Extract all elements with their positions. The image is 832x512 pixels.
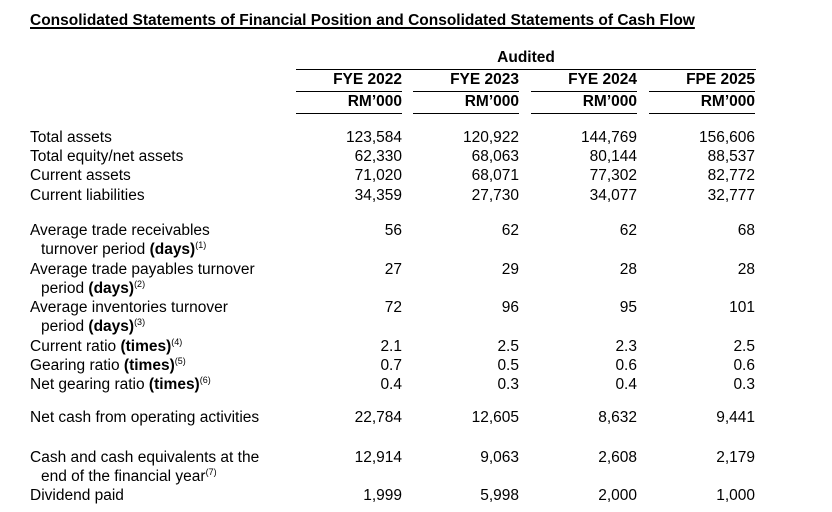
column-unit-rule	[413, 113, 519, 114]
table-cell-value: 1,999	[363, 487, 402, 504]
column-header-rule	[649, 91, 755, 92]
table-cell-value: 12,914	[354, 449, 402, 466]
column-unit-rule	[296, 113, 402, 114]
table-cell-value: 29	[501, 261, 519, 278]
row-label	[30, 128, 112, 147]
row-label-text: Current assets	[30, 167, 131, 184]
row-label-text: Net cash from operating activities	[30, 409, 260, 426]
column-unit-header: RM’000	[700, 93, 755, 110]
row-label-continuation: turnover period (days)$^{(1)}$	[41, 240, 207, 258]
row-unit: (days)	[88, 318, 135, 335]
footnote-marker: (2)	[134, 279, 146, 289]
table-cell-value: 2.5	[733, 338, 755, 355]
column-unit-header: RM’000	[347, 93, 402, 110]
row-label-text: Average inventories turnover	[30, 299, 228, 316]
table-cell-value: 2.1	[380, 338, 402, 355]
column-header-rule	[296, 91, 402, 92]
table-cell-value: 27	[384, 261, 402, 278]
column-header-rule	[531, 91, 637, 92]
table-cell-value: 28	[737, 261, 755, 278]
table-cell-value: 123,584	[345, 129, 402, 146]
table-cell-value: 28	[619, 261, 637, 278]
footnote-marker: (6)	[199, 375, 211, 385]
table-cell-value: 96	[501, 299, 519, 316]
row-label-continuation: period (days)$^{(2)}$	[41, 279, 146, 297]
table-cell-value: 80,144	[589, 148, 637, 165]
row-label-text: Dividend paid	[30, 487, 124, 504]
footnote-marker: (4)	[171, 337, 183, 347]
table-cell-value: 9,441	[716, 409, 755, 426]
table-cell-value: 1,000	[716, 487, 755, 504]
table-cell-value: 2,608	[598, 449, 637, 466]
table-cell-value: 0.6	[733, 357, 755, 374]
row-label-text: Gearing ratio	[30, 357, 124, 374]
column-period-header: FYE 2023	[450, 71, 519, 88]
row-label	[30, 486, 124, 505]
footnote-marker: (7)	[205, 467, 217, 477]
table-cell-value: 27,730	[471, 187, 519, 204]
column-header-rule	[413, 91, 519, 92]
table-cell-value: 22,784	[354, 409, 402, 426]
row-label	[30, 166, 131, 185]
table-cell-value: 156,606	[698, 129, 755, 146]
column-period-header: FYE 2024	[568, 71, 637, 88]
table-cell-value: 0.5	[497, 357, 519, 374]
column-period-header: FYE 2022	[333, 71, 402, 88]
column-unit-rule	[649, 113, 755, 114]
table-cell-value: 2,179	[716, 449, 755, 466]
table-cell-value: 0.6	[615, 357, 637, 374]
table-cell-value: 120,922	[462, 129, 519, 146]
table-cell-value: 9,063	[480, 449, 519, 466]
row-label-text: Current ratio	[30, 338, 121, 355]
table-cell-value: 8,632	[598, 409, 637, 426]
table-cell-value: 0.4	[380, 376, 402, 393]
row-label	[30, 260, 255, 298]
row-label	[30, 448, 259, 486]
table-cell-value: 68,063	[471, 148, 519, 165]
column-unit-rule	[531, 113, 637, 114]
row-label	[30, 186, 145, 205]
row-unit: (times)	[148, 376, 200, 393]
row-label-text: Net gearing ratio	[30, 376, 149, 393]
audited-span-rule	[296, 69, 756, 70]
document-title: Consolidated Statements of Financial Position and Consolidated Statements of Cash Flow	[30, 12, 695, 29]
column-period-header: FPE 2025	[686, 71, 755, 88]
table-cell-value: 12,605	[471, 409, 519, 426]
row-label-text: Current liabilities	[30, 187, 145, 204]
table-cell-value: 34,359	[354, 187, 402, 204]
table-cell-value: 62,330	[354, 148, 402, 165]
footnote-marker: (1)	[195, 240, 207, 250]
table-cell-value: 0.7	[380, 357, 402, 374]
row-label-text: Cash and cash equivalents at the	[30, 449, 260, 466]
row-label-text: Average trade payables turnover	[30, 261, 255, 278]
table-cell-value: 56	[384, 222, 402, 239]
table-cell-value: 88,537	[707, 148, 755, 165]
column-unit-header: RM’000	[464, 93, 519, 110]
row-unit: (days)	[149, 241, 196, 258]
table-cell-value: 0.3	[497, 376, 519, 393]
table-cell-value: 62	[501, 222, 519, 239]
row-label	[30, 147, 183, 166]
row-label	[30, 298, 228, 336]
table-cell-value: 144,769	[580, 129, 637, 146]
row-label-continuation: end of the financial year$^{(7)}$	[41, 467, 217, 485]
table-cell-value: 95	[619, 299, 637, 316]
row-label	[30, 408, 259, 427]
table-cell-value: 0.4	[615, 376, 637, 393]
row-label	[30, 221, 210, 259]
table-cell-value: 2.3	[615, 338, 637, 355]
table-cell-value: 101	[729, 299, 755, 316]
table-cell-value: 0.3	[733, 376, 755, 393]
row-unit: (times)	[123, 357, 175, 374]
row-label-text: Total assets	[30, 129, 112, 146]
table-cell-value: 68	[737, 222, 755, 239]
row-label	[30, 375, 211, 394]
table-cell-value: 2,000	[598, 487, 637, 504]
table-cell-value: 2.5	[497, 338, 519, 355]
audited-group-label: Audited	[497, 49, 555, 66]
footnote-marker: (5)	[174, 356, 186, 366]
column-unit-header: RM’000	[582, 93, 637, 110]
table-cell-value: 5,998	[480, 487, 519, 504]
row-label	[30, 356, 186, 375]
table-cell-value: 72	[384, 299, 402, 316]
table-cell-value: 68,071	[471, 167, 519, 184]
row-label-text: Total equity/net assets	[30, 148, 184, 165]
table-cell-value: 32,777	[707, 187, 755, 204]
row-label-text: Average trade receivables	[30, 222, 210, 239]
row-label-continuation: period (days)$^{(3)}$	[41, 317, 146, 335]
row-label	[30, 337, 182, 356]
row-unit: (times)	[120, 338, 172, 355]
row-unit: (days)	[88, 280, 135, 297]
table-cell-value: 77,302	[589, 167, 637, 184]
table-cell-value: 34,077	[589, 187, 637, 204]
table-cell-value: 71,020	[354, 167, 402, 184]
footnote-marker: (3)	[134, 317, 146, 327]
table-cell-value: 82,772	[707, 167, 755, 184]
table-cell-value: 62	[619, 222, 637, 239]
